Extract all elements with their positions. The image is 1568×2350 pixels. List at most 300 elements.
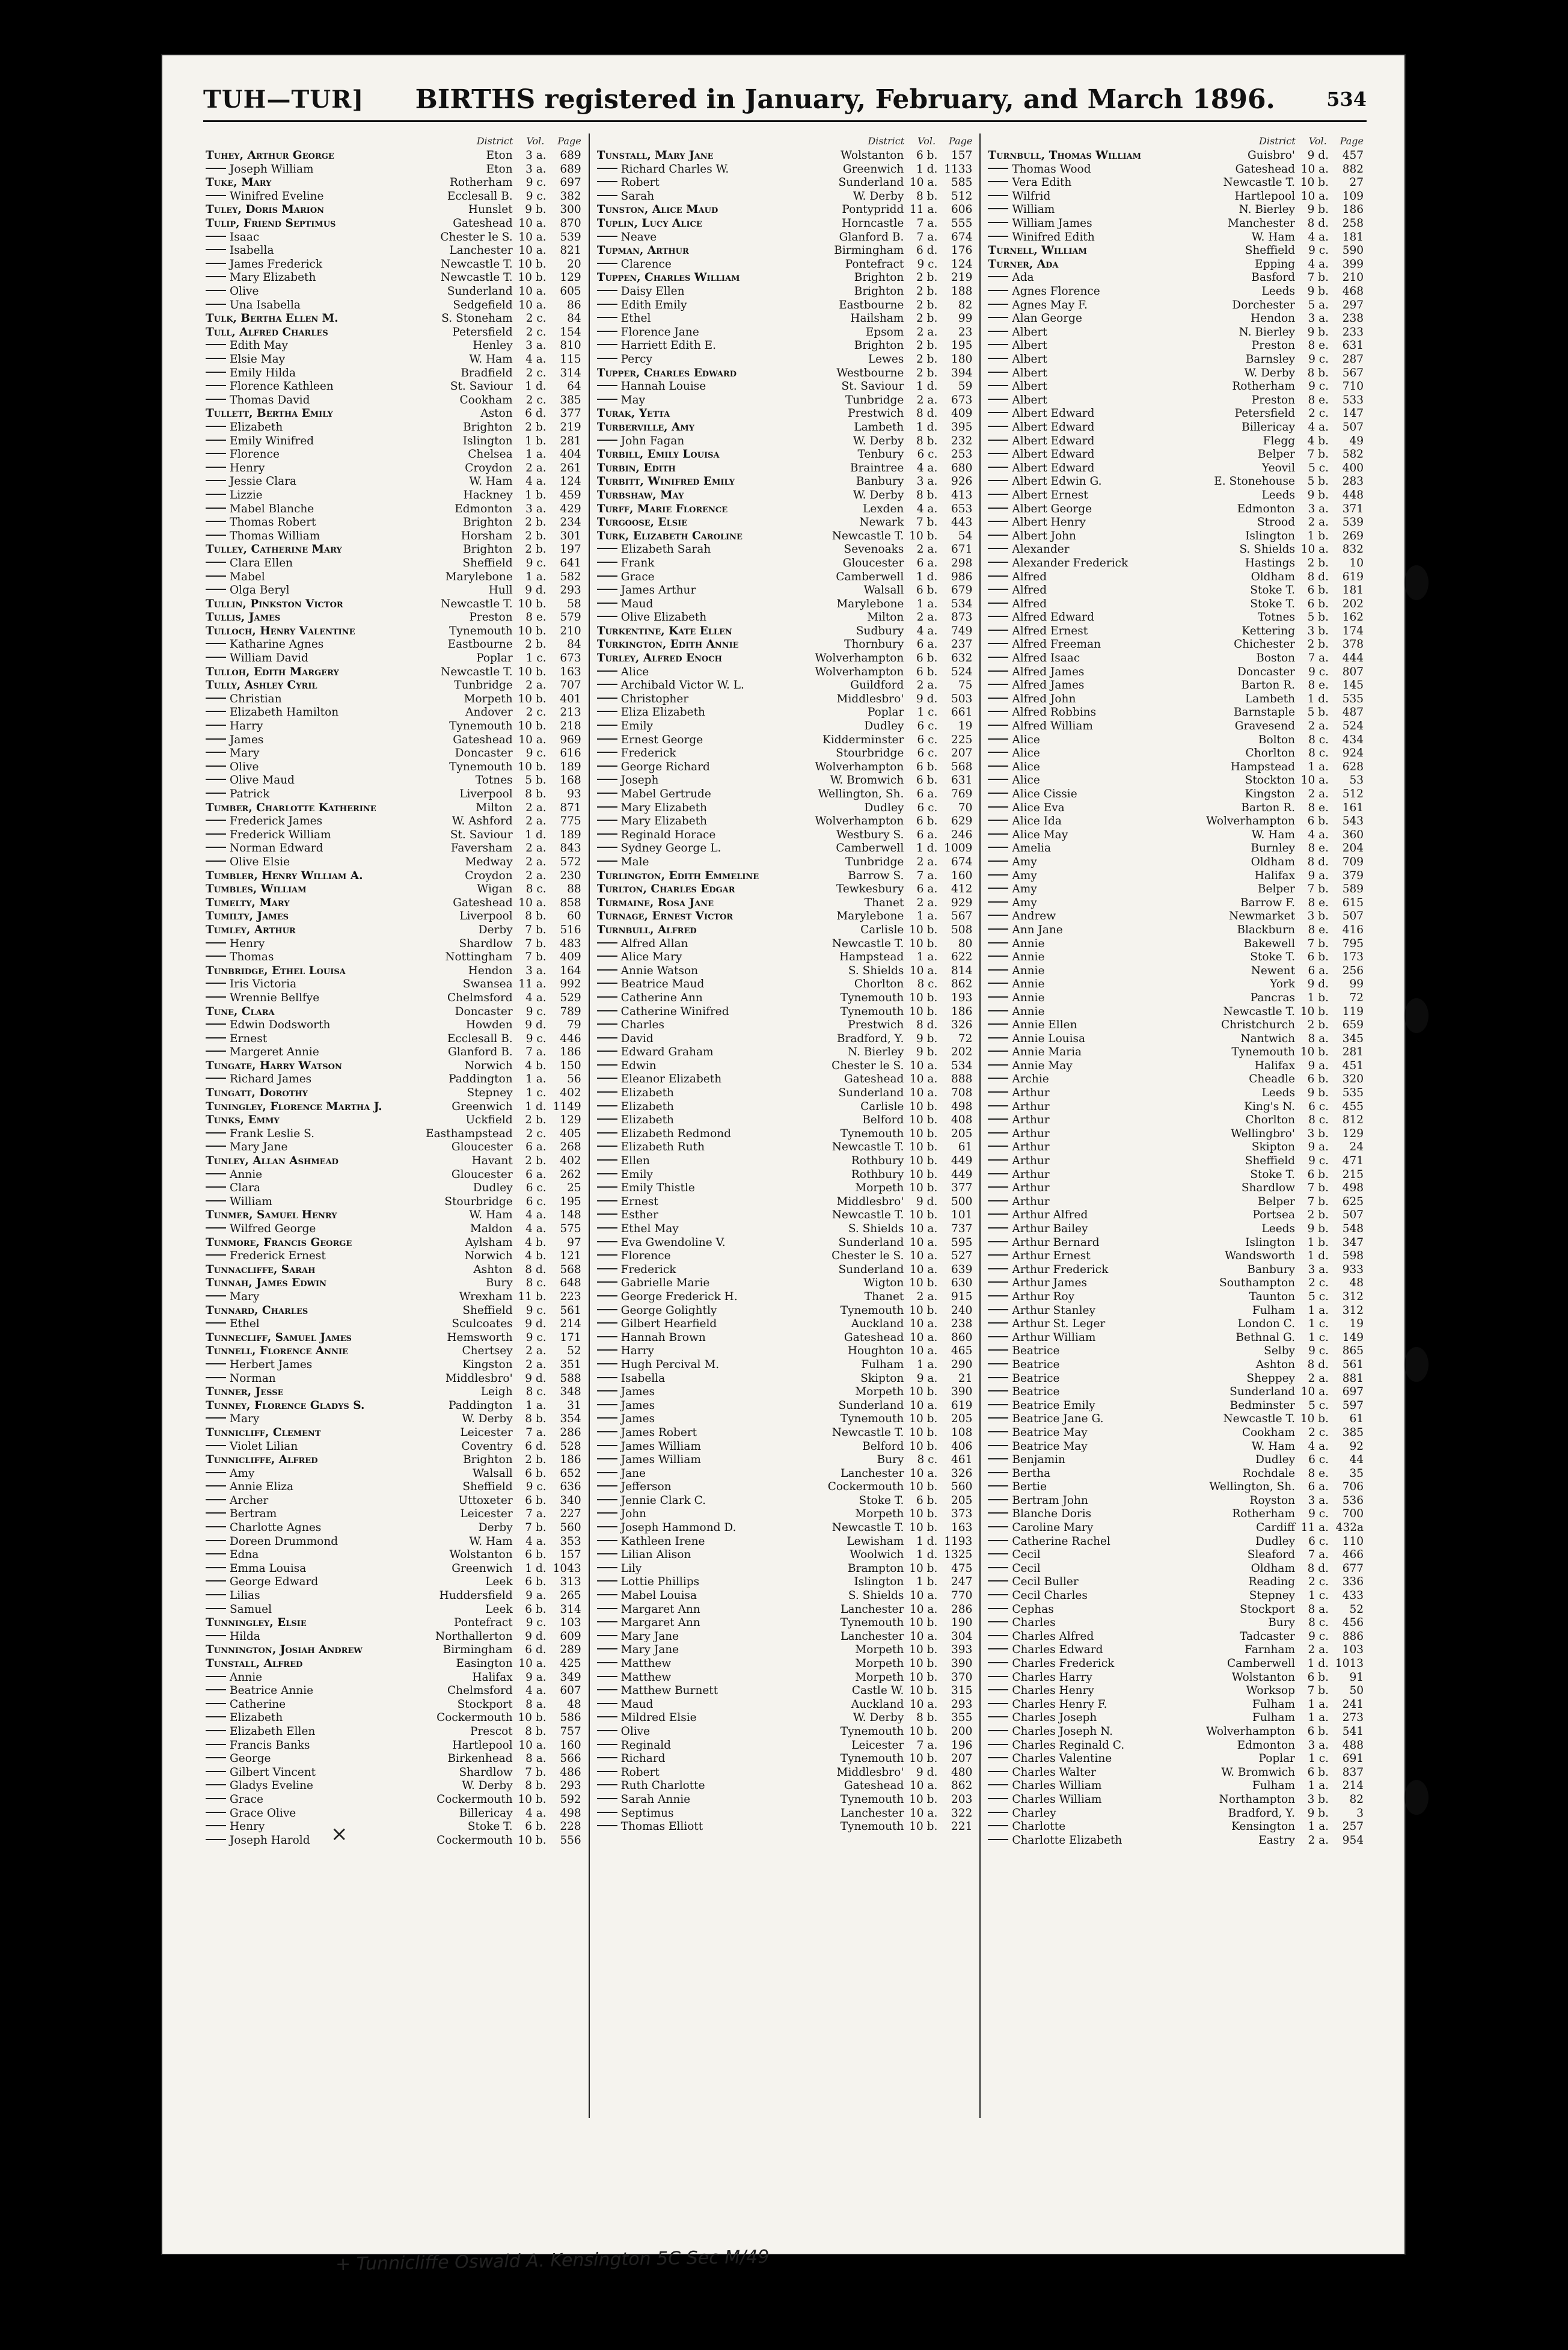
- entry-volume: 11 a.: [910, 203, 938, 216]
- entry-volume: 9 c.: [525, 1616, 547, 1630]
- entry-name-text: Andrew: [1012, 911, 1056, 922]
- register-entry: [988, 773, 1364, 787]
- entry-volume: 2 a.: [916, 543, 938, 556]
- entry-volume: 1 c.: [1308, 1318, 1329, 1331]
- entry-name-text: Beatrice: [1012, 1373, 1060, 1385]
- entry-name-text: William James: [1012, 218, 1092, 230]
- ditto-dash: [988, 562, 1008, 563]
- entry-volume: 8 a.: [525, 1698, 547, 1711]
- entry-name: [597, 1020, 844, 1031]
- ditto-dash: [206, 1689, 226, 1690]
- entry-name-text: Bertram: [230, 1509, 277, 1520]
- entry-name-text: Isabella: [230, 245, 274, 257]
- entry-name: [988, 1740, 1233, 1752]
- entry-name-text: Wilfred George: [230, 1224, 316, 1235]
- entry-page: 103: [1342, 1643, 1364, 1657]
- entry-page: 443: [951, 516, 973, 529]
- entry-district: Tynemouth: [840, 1793, 904, 1806]
- ditto-dash: [988, 969, 1008, 971]
- entry-page: 789: [560, 1005, 581, 1018]
- entry-volume: 10 a.: [910, 176, 938, 189]
- entry-district: Havant: [471, 1155, 513, 1168]
- ditto-dash: [597, 1784, 617, 1785]
- ditto-dash: [206, 1377, 226, 1378]
- entry-district: Hemsworth: [447, 1331, 513, 1344]
- entry-page: 648: [560, 1277, 581, 1290]
- ditto-dash: [988, 983, 1008, 984]
- register-entry: [988, 583, 1364, 597]
- entry-name: [597, 762, 812, 773]
- register-entry: [597, 1275, 973, 1289]
- register-entry: [206, 1438, 581, 1452]
- entry-district: Marylebone: [445, 570, 513, 583]
- entry-page: 371: [1342, 502, 1364, 515]
- entry-district: Gateshead: [453, 217, 513, 230]
- header-page-number: 534: [1326, 88, 1367, 111]
- register-entry: [597, 1670, 973, 1684]
- entry-name: [988, 1645, 1241, 1656]
- register-entry: [597, 1398, 973, 1412]
- entry-district: W. Ham: [1251, 1440, 1296, 1453]
- entry-district: Boston: [1256, 652, 1296, 665]
- entry-volume: 2 b.: [916, 312, 938, 325]
- entry-volume: 6 b.: [525, 1575, 547, 1589]
- ditto-dash: [206, 399, 226, 400]
- entry-page: 186: [951, 1005, 973, 1018]
- entry-name-text: Alice: [1012, 761, 1040, 773]
- entry-volume: 8 d.: [1307, 855, 1329, 868]
- ditto-dash: [988, 1010, 1008, 1011]
- entry-name: [988, 1509, 1228, 1520]
- entry-district: Shardlow: [459, 937, 513, 950]
- entry-page: 413: [951, 488, 973, 502]
- entry-district: Rothbury: [851, 1168, 904, 1181]
- ditto-dash: [988, 1839, 1008, 1840]
- entry-name: [597, 436, 850, 447]
- entry-page: 174: [1342, 624, 1364, 637]
- register-entry: [597, 678, 973, 692]
- entry-volume: 6 c.: [1308, 1535, 1329, 1548]
- entry-volume: 5 b.: [1307, 611, 1329, 624]
- ditto-dash: [988, 1594, 1008, 1595]
- ditto-dash: [988, 1377, 1008, 1378]
- entry-name-text: Grace: [230, 1794, 263, 1806]
- register-entry: [988, 379, 1364, 393]
- entry-page: 25: [567, 1182, 581, 1195]
- entry-volume: 9 b.: [1307, 285, 1329, 298]
- ditto-dash: [988, 1064, 1008, 1066]
- entry-name: [988, 1020, 1217, 1031]
- entry-name-text: Tulley, Catherine Mary: [206, 544, 342, 556]
- register-entry: [988, 814, 1364, 827]
- entry-name: [206, 1482, 459, 1493]
- entry-page: 673: [560, 652, 581, 665]
- entry-volume: 2 b.: [525, 529, 547, 542]
- entry-district: Cheadle: [1249, 1073, 1296, 1086]
- entry-page: 408: [951, 1114, 973, 1127]
- entry-volume: 2 a.: [916, 855, 938, 868]
- entry-volume: 1 d.: [916, 162, 938, 176]
- register-entry: [206, 1017, 581, 1031]
- entry-name-text: William: [1012, 204, 1055, 216]
- entry-name-text: Wilfrid: [1012, 191, 1051, 203]
- entry-page: 214: [560, 1318, 581, 1331]
- entry-name: [988, 1129, 1227, 1140]
- entry-page: 56: [567, 1073, 581, 1086]
- entry-name-text: Emily Winifred: [230, 435, 314, 447]
- entry-volume: 6 b.: [525, 1494, 547, 1507]
- entry-volume: 8 e.: [1308, 679, 1329, 692]
- ditto-dash: [597, 603, 617, 604]
- register-entry: [597, 338, 973, 352]
- ditto-dash: [597, 548, 617, 549]
- entry-name: [988, 449, 1254, 461]
- entry-page: 195: [951, 339, 973, 352]
- entry-page: 286: [560, 1426, 581, 1439]
- entry-name-text: Tunstall, Mary Jane: [596, 150, 714, 162]
- entry-volume: 10 a.: [910, 1236, 938, 1249]
- entry-page: 181: [1342, 584, 1364, 597]
- entry-name-text: Olga Beryl: [230, 585, 290, 597]
- entry-name: [988, 436, 1259, 447]
- entry-volume: 1 a.: [525, 1399, 547, 1412]
- register-entry: [206, 406, 581, 420]
- entry-name-text: Thomas Robert: [230, 517, 316, 529]
- entry-page: 924: [1342, 747, 1364, 760]
- ditto-dash: [988, 1553, 1008, 1554]
- entry-volume: 4 a.: [1308, 828, 1329, 841]
- ditto-dash: [597, 1322, 617, 1324]
- entry-district: Glanford B.: [839, 230, 904, 244]
- ditto-dash: [206, 833, 226, 835]
- entry-page: 258: [1342, 217, 1364, 230]
- register-entry: [597, 230, 973, 244]
- entry-name-text: Arthur: [1012, 1101, 1050, 1113]
- ditto-dash: [988, 1037, 1008, 1038]
- entry-name-text: Albert: [1012, 394, 1047, 406]
- entry-district: Chelsea: [468, 448, 513, 461]
- register-entry: [988, 420, 1364, 434]
- entry-district: Northallerton: [435, 1630, 513, 1643]
- entry-district: Lanchester: [449, 244, 513, 257]
- entry-district: Tynemouth: [840, 1820, 904, 1833]
- entry-volume: 1 c.: [525, 1087, 547, 1100]
- entry-name-text: Albert Henry: [1012, 517, 1086, 529]
- entry-district: W. Ham: [469, 1209, 513, 1222]
- entry-district: Houghton: [847, 1345, 904, 1358]
- entry-name-text: Turbill, Emily Louisa: [596, 449, 720, 461]
- entry-name-text: Turnbull, Alfred: [596, 924, 697, 936]
- entry-name: [988, 884, 1254, 895]
- entry-name-text: Charles: [620, 1020, 664, 1031]
- register-entry: [988, 1615, 1364, 1629]
- entry-name: [597, 1536, 844, 1548]
- ditto-dash: [206, 1567, 226, 1568]
- entry-page: 539: [560, 230, 581, 244]
- entry-page: 615: [1342, 896, 1364, 909]
- entry-name-text: James William: [620, 1441, 701, 1452]
- entry-name: [988, 1074, 1245, 1085]
- entry-name-text: Tulk, Bertha Ellen M.: [206, 313, 338, 325]
- register-entry: [206, 746, 581, 759]
- entry-district: Ashton: [1255, 1358, 1296, 1371]
- register-entry: [988, 529, 1364, 542]
- entry-volume: 6 a.: [916, 828, 938, 841]
- entry-name: [988, 1142, 1248, 1153]
- entry-page: 636: [560, 1480, 581, 1494]
- entry-district: Huddersfield: [439, 1589, 513, 1603]
- register-entry: [597, 1751, 973, 1765]
- entry-district: Sunderland: [838, 1263, 904, 1276]
- entry-name: [206, 653, 473, 664]
- entry-page: 204: [1342, 842, 1364, 855]
- entry-page: 843: [560, 842, 581, 855]
- entry-name: [988, 667, 1234, 678]
- entry-name: [206, 1618, 450, 1629]
- entry-volume: 1 c.: [1308, 1331, 1329, 1344]
- entry-district: Fulham: [1252, 1779, 1296, 1793]
- entry-district: Edmonton: [1237, 1738, 1296, 1752]
- entry-district: Wolverhampton: [1206, 1725, 1296, 1738]
- ditto-dash: [206, 290, 226, 291]
- register-entry: [206, 963, 581, 977]
- entry-name: [988, 164, 1231, 176]
- entry-name: [597, 599, 833, 610]
- entry-volume: 1 d.: [916, 1548, 938, 1562]
- entry-name-text: David: [620, 1033, 654, 1045]
- entry-district: Middlesbro': [836, 692, 904, 705]
- entry-district: Fulham: [1252, 1304, 1296, 1317]
- entry-district: Liverpool: [459, 910, 513, 923]
- register-entry: [988, 1534, 1364, 1548]
- entry-name-text: Jane: [620, 1468, 646, 1480]
- entry-name: [597, 1767, 833, 1779]
- register-entry: [597, 433, 973, 447]
- ditto-dash: [597, 1295, 617, 1296]
- entry-name-text: James Arthur: [620, 585, 696, 597]
- entry-page: 1193: [944, 1535, 973, 1548]
- register-entry: [988, 515, 1364, 529]
- entry-name-text: Ernest: [620, 1196, 658, 1208]
- entry-name: [988, 1672, 1228, 1684]
- register-entry: [206, 1289, 581, 1303]
- entry-district: Morpeth: [855, 1385, 904, 1399]
- register-entry: [597, 1466, 973, 1480]
- entry-district: Stoke T.: [467, 1820, 513, 1833]
- entry-volume: 8 e.: [1308, 339, 1329, 352]
- entry-page: 556: [560, 1833, 581, 1847]
- entry-name-text: Violet Lilian: [230, 1441, 298, 1452]
- entry-district: Wellingbro': [1231, 1127, 1296, 1140]
- register-page: [161, 54, 1406, 2275]
- entry-name: [206, 599, 437, 610]
- entry-district: Paddington: [449, 1073, 513, 1086]
- entry-page: 21: [958, 1372, 973, 1385]
- entry-name: [206, 1238, 462, 1249]
- ditto-dash: [988, 738, 1008, 740]
- register-entry: [206, 515, 581, 529]
- ditto-dash: [988, 317, 1008, 318]
- entry-district: Islington: [1245, 529, 1296, 542]
- entry-name: [206, 517, 459, 529]
- ditto-dash: [988, 888, 1008, 889]
- entry-name-text: Doreen Drummond: [230, 1536, 338, 1548]
- entry-name: [206, 871, 461, 882]
- register-entry: [206, 732, 581, 746]
- ditto-dash: [597, 1580, 617, 1581]
- entry-district: Newcastle T.: [441, 665, 513, 678]
- entry-name-text: Arthur Frederick: [1012, 1264, 1109, 1276]
- entry-name-text: Florence Jane: [620, 327, 699, 339]
- entry-name: [597, 816, 812, 827]
- entry-volume: 10 b.: [1300, 176, 1329, 189]
- entry-list: [206, 148, 581, 1846]
- ditto-dash: [597, 738, 617, 740]
- ditto-dash: [206, 1757, 226, 1758]
- entry-page: 543: [1342, 815, 1364, 828]
- entry-page: 88: [567, 883, 581, 896]
- punch-hole: [1404, 998, 1429, 1033]
- entry-name: [597, 1658, 852, 1670]
- entry-name-text: Mary Elizabeth: [230, 272, 316, 284]
- register-entry: [206, 868, 581, 882]
- entry-page: 810: [560, 339, 581, 352]
- register-entry: [206, 664, 581, 678]
- ditto-dash: [597, 1608, 617, 1609]
- entry-name-text: Tunnell, Florence Annie: [206, 1346, 348, 1357]
- entry-name-text: Tunmer, Samuel Henry: [206, 1210, 337, 1221]
- entry-name: [206, 504, 451, 515]
- register-entry: [206, 1656, 581, 1670]
- register-entry: [206, 1194, 581, 1208]
- entry-district: Dudley: [1255, 1535, 1296, 1548]
- ditto-dash: [988, 1689, 1008, 1690]
- entry-name-text: Albert Edward: [1012, 435, 1095, 447]
- entry-page: 582: [560, 570, 581, 583]
- entry-volume: 5 b.: [1307, 706, 1329, 719]
- entry-name: [988, 218, 1224, 230]
- entry-name-text: Joseph William: [230, 164, 314, 176]
- column-heading: [597, 133, 973, 148]
- entry-volume: 8 c.: [1308, 747, 1329, 760]
- register-entry: [597, 1737, 973, 1751]
- register-entry: [988, 1765, 1364, 1779]
- entry-name-text: James: [230, 734, 264, 746]
- entry-name: [206, 721, 446, 732]
- entry-district: Sunderland: [447, 285, 513, 298]
- entry-name-text: Amy: [1012, 897, 1037, 909]
- entry-name-text: George: [230, 1753, 271, 1765]
- entry-volume: 8 b.: [916, 488, 938, 502]
- register-entry: [597, 284, 973, 298]
- entry-volume: 6 a.: [1308, 1480, 1329, 1494]
- register-entry: [988, 1235, 1364, 1249]
- entry-volume: 7 a.: [1308, 652, 1329, 665]
- entry-volume: 6 b.: [916, 149, 938, 162]
- entry-volume: 10 a.: [910, 1779, 938, 1793]
- register-entry: [597, 216, 973, 230]
- entry-name: [597, 1251, 828, 1262]
- entry-page: 412: [951, 883, 973, 896]
- entry-name-text: Charley: [1012, 1808, 1056, 1820]
- entry-list: [988, 148, 1364, 1846]
- register-entry: [206, 474, 581, 488]
- ditto-dash: [597, 1091, 617, 1093]
- entry-page: 710: [1342, 380, 1364, 393]
- entry-name: [988, 1428, 1239, 1439]
- entry-name: [206, 259, 437, 271]
- entry-volume: 8 c.: [1308, 1114, 1329, 1127]
- entry-name-text: Frederick: [620, 748, 676, 759]
- entry-district: Pancras: [1250, 991, 1296, 1004]
- entry-page: 488: [1342, 1738, 1364, 1752]
- register-entry: [206, 311, 581, 325]
- register-entry: [988, 1778, 1364, 1792]
- entry-page: 1149: [553, 1100, 581, 1113]
- entry-name-text: Mary Jane: [230, 1142, 288, 1153]
- entry-name-text: Annie Louisa: [1012, 1033, 1086, 1045]
- register-entry: [206, 705, 581, 719]
- entry-name: [988, 1278, 1216, 1289]
- entry-name: [988, 1468, 1239, 1480]
- entry-name-text: Isaac: [230, 232, 260, 244]
- entry-name: [988, 1387, 1226, 1398]
- entry-name: [597, 504, 859, 515]
- entry-name-text: Charles Henry: [1012, 1686, 1094, 1697]
- entry-name-text: Catherine: [230, 1699, 286, 1711]
- register-entry: [988, 1561, 1364, 1575]
- entry-volume: 2 c.: [525, 706, 547, 719]
- entry-district: Brighton: [854, 339, 904, 352]
- column-heading: [206, 133, 581, 148]
- entry-page: 48: [567, 1698, 581, 1711]
- entry-name-text: Herbert James: [230, 1359, 313, 1371]
- entry-volume: 1 d.: [525, 828, 547, 841]
- entry-district: Wolverhampton: [815, 815, 904, 828]
- register-entry: [597, 148, 973, 162]
- entry-page: 814: [951, 964, 973, 977]
- entry-volume: 8 e.: [525, 611, 547, 624]
- ditto-dash: [206, 1417, 226, 1419]
- entry-page: 639: [951, 1263, 973, 1276]
- entry-name-text: Mabel: [230, 571, 265, 583]
- entry-volume: 7 a.: [916, 230, 938, 244]
- entry-district: Walsall: [863, 584, 904, 597]
- entry-name: [206, 204, 465, 216]
- register-entry: [597, 1547, 973, 1561]
- ditto-dash: [206, 1784, 226, 1785]
- register-entry: [988, 732, 1364, 746]
- ditto-dash: [988, 698, 1008, 699]
- entry-name: [597, 911, 833, 922]
- register-entry: [206, 1479, 581, 1493]
- register-entry: [597, 759, 973, 773]
- entry-page: 616: [560, 747, 581, 760]
- entry-page: 630: [951, 1277, 973, 1290]
- register-entry: [988, 1004, 1364, 1017]
- entry-volume: 10 b.: [909, 1127, 938, 1140]
- register-entry: [597, 1058, 973, 1072]
- entry-name-text: Amy: [230, 1468, 255, 1480]
- register-entry: [988, 1629, 1364, 1643]
- entry-district: Sleaford: [1247, 1548, 1296, 1562]
- entry-volume: 2 b.: [1307, 556, 1329, 569]
- register-entry: [597, 1031, 973, 1045]
- entry-district: Fulham: [1252, 1711, 1296, 1725]
- entry-volume: 9 c.: [1308, 244, 1329, 257]
- entry-page: 575: [560, 1223, 581, 1235]
- entry-name-text: Male: [620, 856, 649, 868]
